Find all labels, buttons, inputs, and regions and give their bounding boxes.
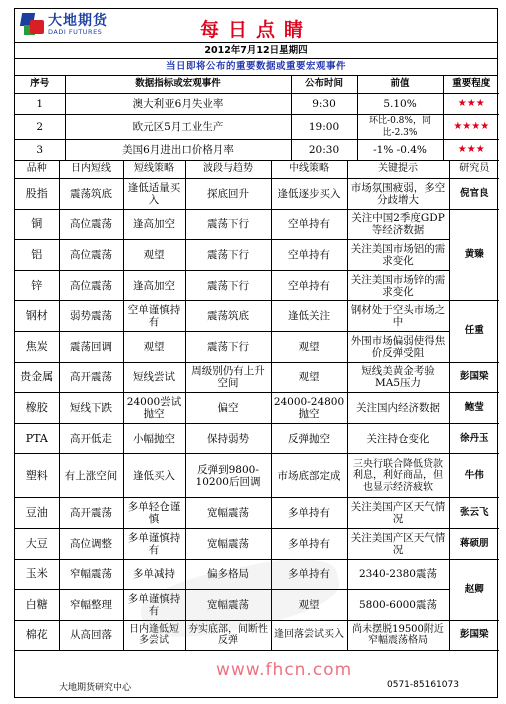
- footer-phone: 0571-85161073: [387, 680, 459, 690]
- mid-strategy: 24000-24800抛空: [271, 393, 347, 424]
- intraday: 有上涨空间: [59, 454, 123, 498]
- events-section-title: 当日即将公布的重要数据或重要宏观事件: [15, 59, 497, 76]
- variety-name: 豆油: [15, 498, 59, 529]
- market-row: [15, 270, 499, 301]
- key-tip: 关注美国市场铝的需求变化: [347, 240, 449, 271]
- market-row: [15, 301, 499, 332]
- analyst: 张云飞: [449, 498, 499, 529]
- key-tip: 钢材处于空头市场之中: [347, 301, 449, 332]
- mid-strategy: 逢回落尝试买入: [271, 620, 347, 650]
- intraday: 从高回落: [59, 620, 123, 650]
- short-strategy: 逢低买入: [123, 454, 185, 498]
- key-tip: 关注中国2季度GDP等经济数据: [347, 209, 449, 240]
- key-tip: 短线美黄金考验MA5压力: [347, 362, 449, 393]
- market-row: [15, 454, 499, 498]
- swing-trend: 震荡下行: [185, 209, 271, 240]
- event-row: [15, 114, 499, 139]
- mid-strategy: 逢低逐步买入: [271, 179, 347, 210]
- col-header-event: 数据指标或宏观事件: [65, 76, 291, 93]
- swing-trend: 偏空: [185, 393, 271, 424]
- mid-strategy: 空单持有: [271, 209, 347, 240]
- analyst: 彭国梁: [449, 620, 499, 650]
- market-row: [15, 362, 499, 393]
- key-tip: 5800-6000震荡: [347, 590, 449, 621]
- importance-stars: ★★★: [443, 93, 499, 114]
- col-header-variety: 品种: [15, 161, 59, 179]
- swing-trend: 震荡下行: [185, 331, 271, 362]
- variety-name: 大豆: [15, 528, 59, 559]
- key-tip: 外围市场偏弱使得焦价反弹受阻: [347, 331, 449, 362]
- intraday: 窄幅整理: [59, 590, 123, 621]
- market-row: [15, 179, 499, 210]
- event-no: 3: [15, 139, 65, 160]
- analyst: 彭国梁: [449, 362, 499, 393]
- event-previous: -1% -0.4%: [357, 139, 443, 160]
- swing-trend: 宽幅震荡: [185, 590, 271, 621]
- key-tip: 2340-2380震荡: [347, 559, 449, 590]
- variety-name: 棉花: [15, 620, 59, 650]
- market-row: [15, 393, 499, 424]
- col-header-no: 序号: [15, 76, 65, 93]
- market-row: [15, 331, 499, 362]
- intraday: 高开震荡: [59, 362, 123, 393]
- analyst: 牛伟: [449, 454, 499, 498]
- footer-org: 大地期货研究中心: [59, 683, 132, 693]
- intraday: 震荡回调: [59, 331, 123, 362]
- swing-trend: 宽幅震荡: [185, 528, 271, 559]
- report-title: 每日点睛: [199, 19, 312, 41]
- swing-trend: 偏多格局: [185, 559, 271, 590]
- mid-strategy: 多单持有: [271, 559, 347, 590]
- intraday: 高位震荡: [59, 240, 123, 271]
- logo-chinese-name: 大地期货: [48, 13, 108, 30]
- short-strategy: 短线尝试: [123, 362, 185, 393]
- importance-stars: ★★★: [443, 139, 499, 160]
- variety-name: 股指: [15, 179, 59, 210]
- variety-name: 焦炭: [15, 331, 59, 362]
- market-row: [15, 209, 499, 240]
- event-row: [15, 139, 499, 160]
- short-strategy: 多单轻仓谨慎: [123, 498, 185, 529]
- event-no: 2: [15, 114, 65, 139]
- variety-name: 贵金属: [15, 362, 59, 393]
- variety-name: 塑料: [15, 454, 59, 498]
- mid-strategy: 市场底部定成: [271, 454, 347, 498]
- event-time: 19:00: [291, 114, 357, 139]
- event-previous: 环比-0.8%，同比-2.3%: [357, 114, 443, 139]
- mid-strategy: 多单持有: [271, 498, 347, 529]
- key-tip: 关注美国市场锌的需求变化: [347, 270, 449, 301]
- col-header-time: 公布时间: [291, 76, 357, 93]
- mid-strategy: 观望: [271, 590, 347, 621]
- report-date: 2012年7月12日星期四: [15, 43, 497, 59]
- col-header-intraday: 日内短线: [59, 161, 123, 179]
- key-tip: 关注美国产区天气情况: [347, 498, 449, 529]
- market-row: [15, 240, 499, 271]
- analyst: 任重: [449, 301, 499, 362]
- intraday: 震荡筑底: [59, 179, 123, 210]
- intraday: 高开震荡: [59, 498, 123, 529]
- events-table: [15, 76, 499, 161]
- col-header-mid-strategy: 中线策略: [271, 161, 347, 179]
- event-name: 美国6月进出口价格月率: [65, 139, 291, 160]
- swing-trend: 探底回升: [185, 179, 271, 210]
- col-header-short-strategy: 短线策略: [123, 161, 185, 179]
- short-strategy: 小幅抛空: [123, 423, 185, 454]
- short-strategy: 多单减持: [123, 559, 185, 590]
- intraday: 短线下跌: [59, 393, 123, 424]
- intraday: 弱势震荡: [59, 301, 123, 332]
- analyst: 黄臻: [449, 209, 499, 301]
- intraday: 高位震荡: [59, 270, 123, 301]
- variety-name: 白糖: [15, 590, 59, 621]
- mid-strategy: 空单持有: [271, 270, 347, 301]
- analyst: 赵卿: [449, 559, 499, 620]
- variety-name: 玉米: [15, 559, 59, 590]
- intraday: 窄幅震荡: [59, 559, 123, 590]
- short-strategy: 观望: [123, 240, 185, 271]
- key-tip: 关注持仓变化: [347, 423, 449, 454]
- col-header-importance: 重要程度: [443, 76, 499, 93]
- short-strategy: 多单谨慎持有: [123, 590, 185, 621]
- variety-name: 锌: [15, 270, 59, 301]
- variety-name: 钢材: [15, 301, 59, 332]
- key-tip: 尚未摆脱19500附近窄幅震荡格局: [347, 620, 449, 650]
- swing-trend: 宽幅震荡: [185, 498, 271, 529]
- swing-trend: 保持弱势: [185, 423, 271, 454]
- event-time: 20:30: [291, 139, 357, 160]
- analyst: 蒋硕朋: [449, 528, 499, 559]
- short-strategy: 日内逢低短多尝试: [123, 620, 185, 650]
- events-header-row: [15, 76, 499, 93]
- market-header-row: [15, 161, 499, 179]
- mid-strategy: 观望: [271, 362, 347, 393]
- intraday: 高位震荡: [59, 209, 123, 240]
- mid-strategy: 逢低关注: [271, 301, 347, 332]
- event-no: 1: [15, 93, 65, 114]
- intraday: 高开低走: [59, 423, 123, 454]
- key-tip: 三央行联合降低贷款利息，利好商品，但也显示经济疲软: [347, 454, 449, 498]
- swing-trend: 震荡筑底: [185, 301, 271, 332]
- swing-trend: 反弹到9800-10200后回调: [185, 454, 271, 498]
- event-previous: 5.10%: [357, 93, 443, 114]
- col-header-analyst: 研究员: [449, 161, 499, 179]
- short-strategy: 逢高加空: [123, 270, 185, 301]
- swing-trend: 夯实底部，间断性反弹: [185, 620, 271, 650]
- key-tip: 关注国内经济数据: [347, 393, 449, 424]
- mid-strategy: 空单持有: [271, 240, 347, 271]
- short-strategy: 观望: [123, 331, 185, 362]
- short-strategy: 空单谨慎持有: [123, 301, 185, 332]
- event-name: 欧元区5月工业生产: [65, 114, 291, 139]
- mid-strategy: 反弹抛空: [271, 423, 347, 454]
- event-name: 澳大利亚6月失业率: [65, 93, 291, 114]
- report-header: [15, 9, 497, 43]
- short-strategy: 24000尝试抛空: [123, 393, 185, 424]
- analyst: 鲍莹: [449, 393, 499, 424]
- analyst: 徐丹玉: [449, 423, 499, 454]
- market-row: [15, 528, 499, 559]
- event-time: 9:30: [291, 93, 357, 114]
- website-watermark: www.fhcn.com: [216, 660, 353, 680]
- col-header-key-tip: 关键提示: [347, 161, 449, 179]
- col-header-previous: 前值: [357, 76, 443, 93]
- short-strategy: 多单谨慎持有: [123, 528, 185, 559]
- variety-name: 铝: [15, 240, 59, 271]
- importance-stars: ★★★★: [443, 114, 499, 139]
- mid-strategy: 多单持有: [271, 528, 347, 559]
- variety-name: PTA: [15, 423, 59, 454]
- variety-name: 铜: [15, 209, 59, 240]
- market-row: [15, 498, 499, 529]
- swing-trend: 周级别仍有上升空间: [185, 362, 271, 393]
- short-strategy: 逢低适量买入: [123, 179, 185, 210]
- market-row: [15, 423, 499, 454]
- logo-english-name: DADI FUTURES: [48, 28, 103, 37]
- intraday: 高位调整: [59, 528, 123, 559]
- col-header-swing: 波段与趋势: [185, 161, 271, 179]
- key-tip: 关注美国产区天气情况: [347, 528, 449, 559]
- key-tip: 市场氛围疲弱，多空分歧增大: [347, 179, 449, 210]
- event-row: [15, 93, 499, 114]
- swing-trend: 震荡下行: [185, 270, 271, 301]
- variety-name: 橡胶: [15, 393, 59, 424]
- swing-trend: 震荡下行: [185, 240, 271, 271]
- mid-strategy: 观望: [271, 331, 347, 362]
- analyst: 倪官良: [449, 179, 499, 210]
- short-strategy: 逢高加空: [123, 209, 185, 240]
